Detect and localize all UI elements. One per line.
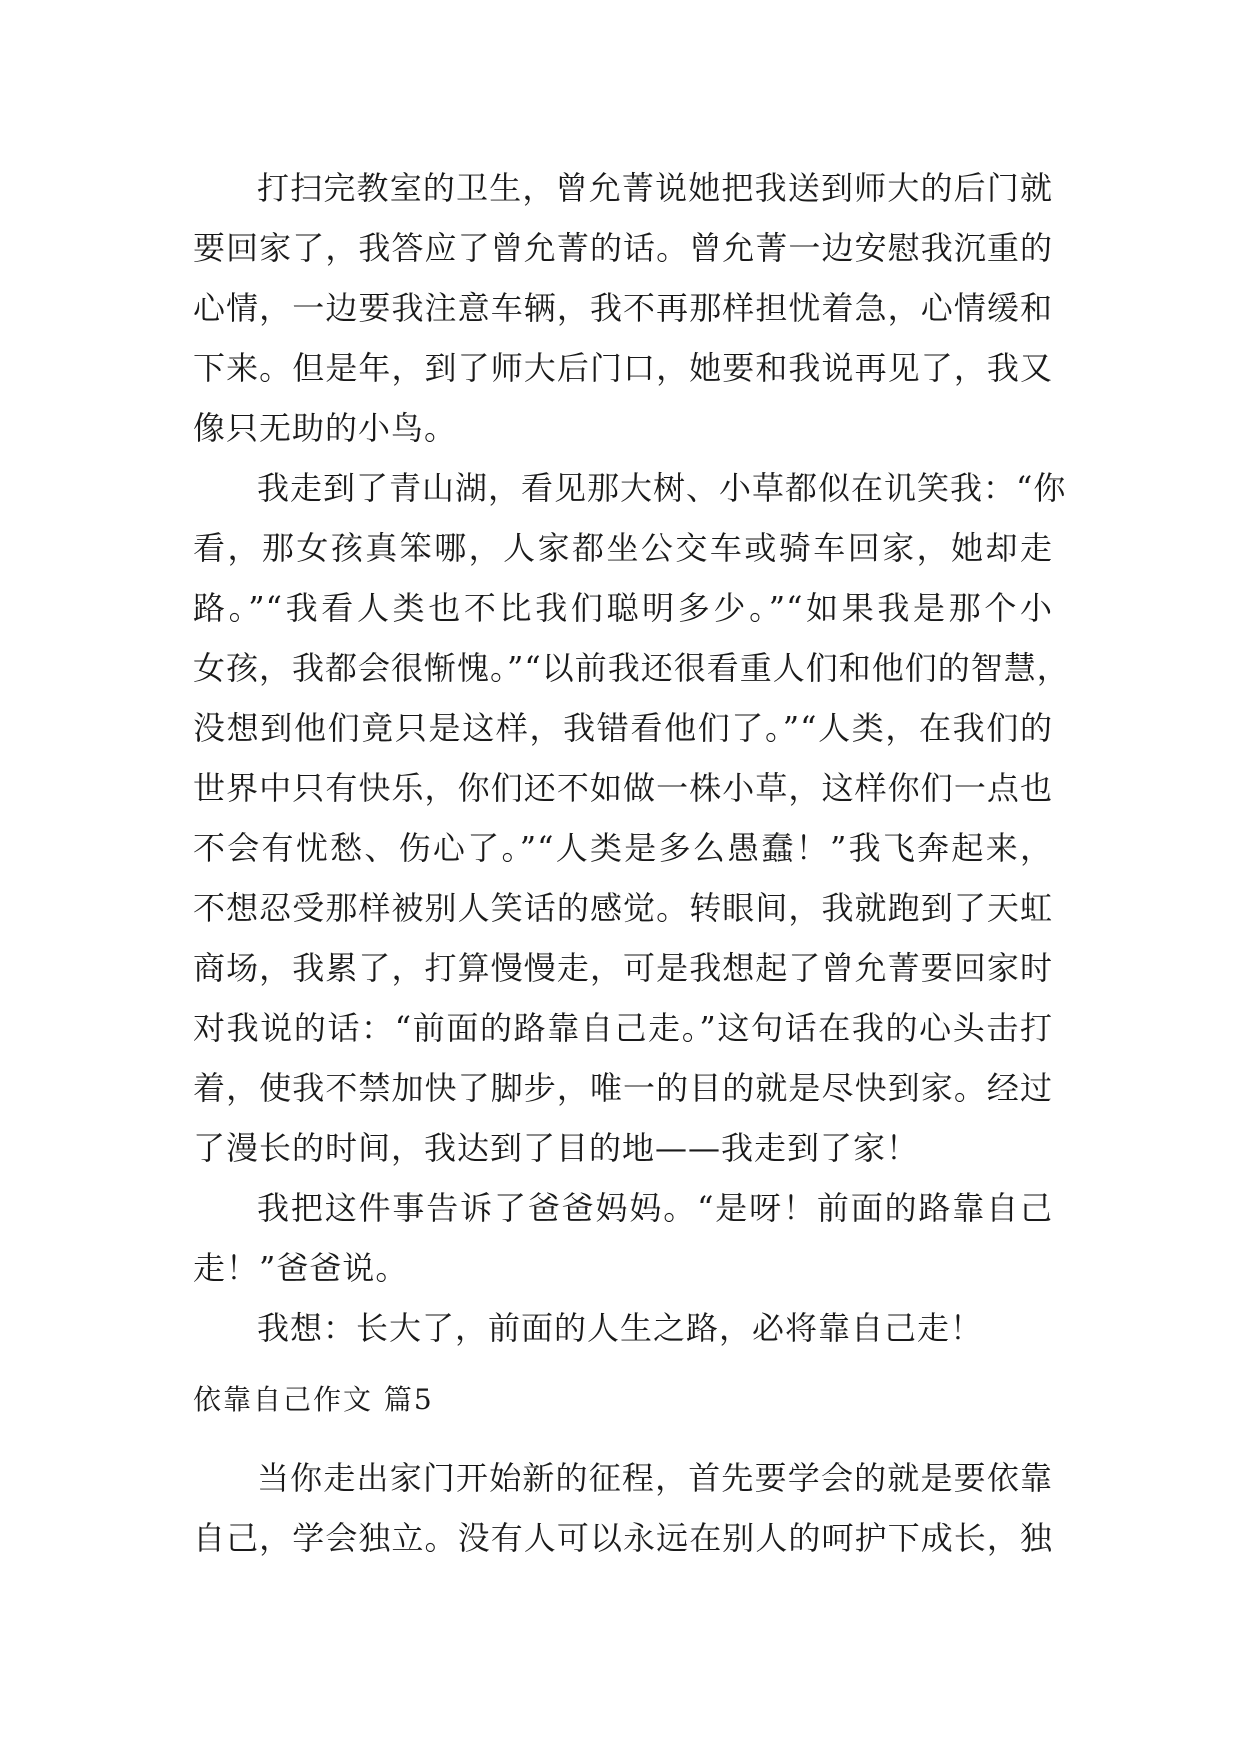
text-line: 不想忍受那样被别人笑话的感觉。转眼间，我就跑到了天虹 bbox=[193, 889, 1053, 927]
text-line: 世界中只有快乐，你们还不如做一株小草，这样你们一点也 bbox=[193, 769, 1053, 807]
section-heading: 依靠自己作文 篇5 bbox=[193, 1383, 434, 1416]
text-line: 心情，一边要我注意车辆，我不再那样担忧着急，心情缓和 bbox=[193, 289, 1053, 327]
text-line: 了漫长的时间，我达到了目的地——我走到了家！ bbox=[193, 1129, 920, 1167]
text-line: 对我说的话：“前面的路靠自己走。”这句话在我的心头击打 bbox=[193, 1009, 1053, 1047]
text-line: 我把这件事告诉了爸爸妈妈。“是呀！前面的路靠自己 bbox=[257, 1189, 1053, 1227]
text-line: 我想：长大了，前面的人生之路，必将靠自己走！ bbox=[257, 1309, 984, 1347]
text-line: 看，那女孩真笨哪，人家都坐公交车或骑车回家，她却走 bbox=[193, 529, 1053, 567]
text-line: 要回家了，我答应了曾允菁的话。曾允菁一边安慰我沉重的 bbox=[193, 229, 1053, 267]
text-line: 下来。但是年，到了师大后门口，她要和我说再见了，我又 bbox=[193, 349, 1053, 387]
text-line: 当你走出家门开始新的征程，首先要学会的就是要依靠 bbox=[257, 1459, 1053, 1497]
text-line: 路。”“我看人类也不比我们聪明多少。”“如果我是那个小 bbox=[193, 589, 1053, 627]
text-line: 像只无助的小鸟。 bbox=[193, 409, 458, 447]
text-line: 没想到他们竟只是这样，我错看他们了。”“人类，在我们的 bbox=[193, 709, 1053, 747]
text-line: 我走到了青山湖，看见那大树、小草都似在讥笑我：“你 bbox=[257, 469, 1067, 507]
text-line: 打扫完教室的卫生，曾允菁说她把我送到师大的后门就 bbox=[257, 169, 1053, 207]
text-line: 女孩，我都会很惭愧。”“以前我还很看重人们和他们的智慧， bbox=[193, 649, 1070, 687]
text-line: 商场，我累了，打算慢慢走，可是我想起了曾允菁要回家时 bbox=[193, 949, 1053, 987]
text-line: 着，使我不禁加快了脚步，唯一的目的就是尽快到家。经过 bbox=[193, 1069, 1053, 1107]
text-line: 自己，学会独立。没有人可以永远在别人的呵护下成长，独 bbox=[193, 1519, 1053, 1557]
text-line: 走！”爸爸说。 bbox=[193, 1249, 409, 1287]
text-line: 不会有忧愁、伤心了。”“人类是多么愚蠢！”我飞奔起来， bbox=[193, 829, 1053, 867]
